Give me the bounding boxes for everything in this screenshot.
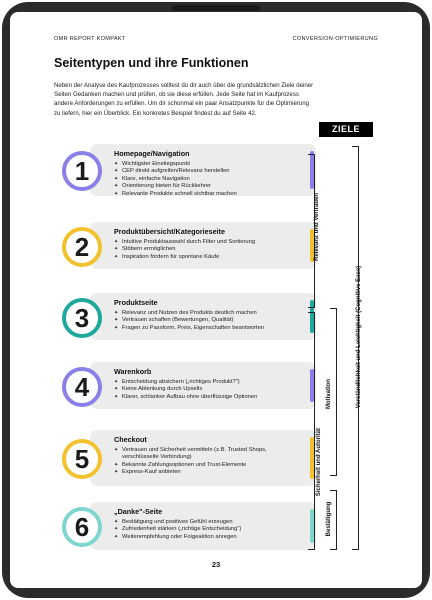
list-item: ✦ Orientierung bieten für Rückkehrer (114, 183, 211, 190)
list-item: ✦ Klarer, schlanker Aufbau ohne überflüssige Optionen (114, 393, 258, 400)
star-bullet-icon: ✦ (114, 461, 119, 468)
list-item: ✦ Vertrauen schaffen (Bewertungen, Qualität) (114, 317, 234, 324)
card-number: 6 (74, 512, 90, 542)
star-bullet-icon: ✦ (114, 253, 119, 260)
card-list (114, 239, 255, 261)
number-circle (62, 367, 102, 407)
card-list (114, 379, 257, 401)
list-item: ✦ Keine Ablenkung durch Upsells (114, 386, 203, 393)
card-title: Produktseite (114, 298, 158, 307)
card-number: 2 (74, 231, 90, 262)
number-circle (62, 298, 102, 338)
bracket-sicherheit (308, 312, 315, 550)
label-verstaendlichkeit: Verständlichkeit und Leichtigkeit (Cognitive Ease) (356, 265, 362, 409)
card-title: „Danke"-Seite (114, 507, 163, 516)
star-bullet-icon: ✦ (114, 386, 119, 393)
card-title: Homepage/Navigation (114, 149, 190, 158)
list-item: ✦ Wichtigster Einstiegspunkt (114, 161, 190, 167)
list-item-continuation: verschlüsselte Verbindung) (122, 454, 192, 461)
ziele-badge: ZIELE (319, 122, 373, 137)
label-relevanz-und-vertrauen: Relevanz und Vertrauen (314, 192, 320, 262)
list-item: ✦ Stöbern ermöglichen (114, 246, 176, 253)
card-title: Warenkorb (114, 367, 152, 376)
number-circle (62, 439, 102, 479)
list-item: ✦ Relevanz und Nutzen des Produkts deutlich machen (114, 310, 257, 316)
star-bullet-icon: ✦ (114, 310, 119, 316)
list-item: ✦ Fragen zu Passform, Preis, Eigenschaften beantworten (114, 324, 265, 331)
card-list (114, 161, 237, 198)
star-bullet-icon: ✦ (114, 379, 119, 385)
page-type-card-4 (54, 362, 316, 409)
page-type-card-2 (54, 222, 316, 269)
page-type-card-3 (54, 293, 316, 340)
card-number: 4 (74, 371, 90, 402)
list-item: ✦ CEP direkt aufgreifen/Relevanz herstellen (114, 168, 230, 175)
number-circle (62, 507, 102, 547)
star-bullet-icon: ✦ (114, 447, 119, 453)
card-list (114, 310, 264, 332)
list-item: ✦ Klare, einfache Navigation (114, 175, 190, 182)
header-left: OMR REPORT KOMPAKT (54, 36, 126, 42)
star-bullet-icon: ✦ (114, 393, 119, 400)
star-bullet-icon: ✦ (114, 239, 119, 245)
label-bestaetigung: Bestätigung (326, 501, 332, 537)
list-item: ✦ Bestätigung und positives Gefühl erzeugen (114, 519, 233, 525)
card-title: Checkout (114, 435, 147, 444)
star-bullet-icon: ✦ (114, 175, 119, 182)
label-motivation: Motivation (326, 379, 332, 409)
star-bullet-icon: ✦ (114, 183, 119, 190)
number-circle (62, 227, 102, 267)
card-number: 3 (74, 302, 90, 333)
star-bullet-icon: ✦ (114, 246, 119, 253)
number-circle (62, 151, 102, 191)
page (10, 12, 422, 588)
page-type-card-1 (54, 144, 316, 196)
star-bullet-icon: ✦ (114, 533, 119, 540)
star-bullet-icon: ✦ (114, 168, 119, 175)
card-list (114, 447, 267, 477)
page-title: Seitentypen und ihre Funktionen (54, 56, 249, 70)
camera-notch (172, 5, 260, 11)
label-sicherheit-und-autoritaet: Sicherheit und Autorität (316, 427, 322, 497)
page-type-card-6 (54, 502, 316, 550)
page-number: 23 (211, 560, 221, 569)
intro-paragraph: Neben der Analyse des Kaufprozesses solltest du dir auch über die grundsätzlichen Ziele deiner Seiten Gedanken machen und prüfen, ob sie diese erfüllen. Jede Seite hat im Kaufprozess andere Anforderungen zu erfüllen. Um dir schonmal ein paar Ansatzpunkte für die Optimierung zu liefern, hier ein Überblick. Ein konkretes Beispiel findest du auf Seite 42. (54, 82, 314, 117)
list-item: ✦ Intuitive Produktauswahl durch Filter und Sortierung (114, 239, 256, 245)
card-number: 5 (74, 444, 90, 474)
header-right: CONVERSION-OPTIMIERUNG (292, 36, 378, 42)
star-bullet-icon: ✦ (114, 190, 119, 197)
card-title: Produktübersicht/Kategorieseite (114, 227, 226, 236)
star-bullet-icon: ✦ (114, 317, 119, 324)
list-item: ✦ Weiterempfehlung oder Folgeaktion anregen (114, 533, 237, 540)
list-item: ✦ Inspiration fördern für spontane Käufe (114, 253, 220, 260)
card-number: 1 (74, 156, 90, 186)
card-list (114, 519, 241, 541)
list-item: ✦ Express-Kauf anbieten (114, 469, 181, 476)
star-bullet-icon: ✦ (114, 519, 119, 525)
star-bullet-icon: ✦ (114, 324, 119, 331)
star-bullet-icon: ✦ (114, 469, 119, 476)
list-item: ✦ Entscheidung absichern („richtiges Produkt?") (114, 379, 240, 385)
list-item: ✦ Bekannte Zahlungsoptionen und Trust-Elemente (114, 461, 247, 468)
list-item: ✦ Zufriedenheit stärken („richtige Entscheidung") (114, 526, 242, 533)
star-bullet-icon: ✦ (114, 526, 119, 533)
list-item: ✦ Relevante Produkte schnell sichtbar machen (114, 190, 237, 197)
list-item: ✦ Vertrauen und Sicherheit vermitteln (z.B. Trusted Shops, (114, 447, 267, 453)
page-type-card-5 (54, 430, 316, 486)
star-bullet-icon: ✦ (114, 161, 119, 167)
